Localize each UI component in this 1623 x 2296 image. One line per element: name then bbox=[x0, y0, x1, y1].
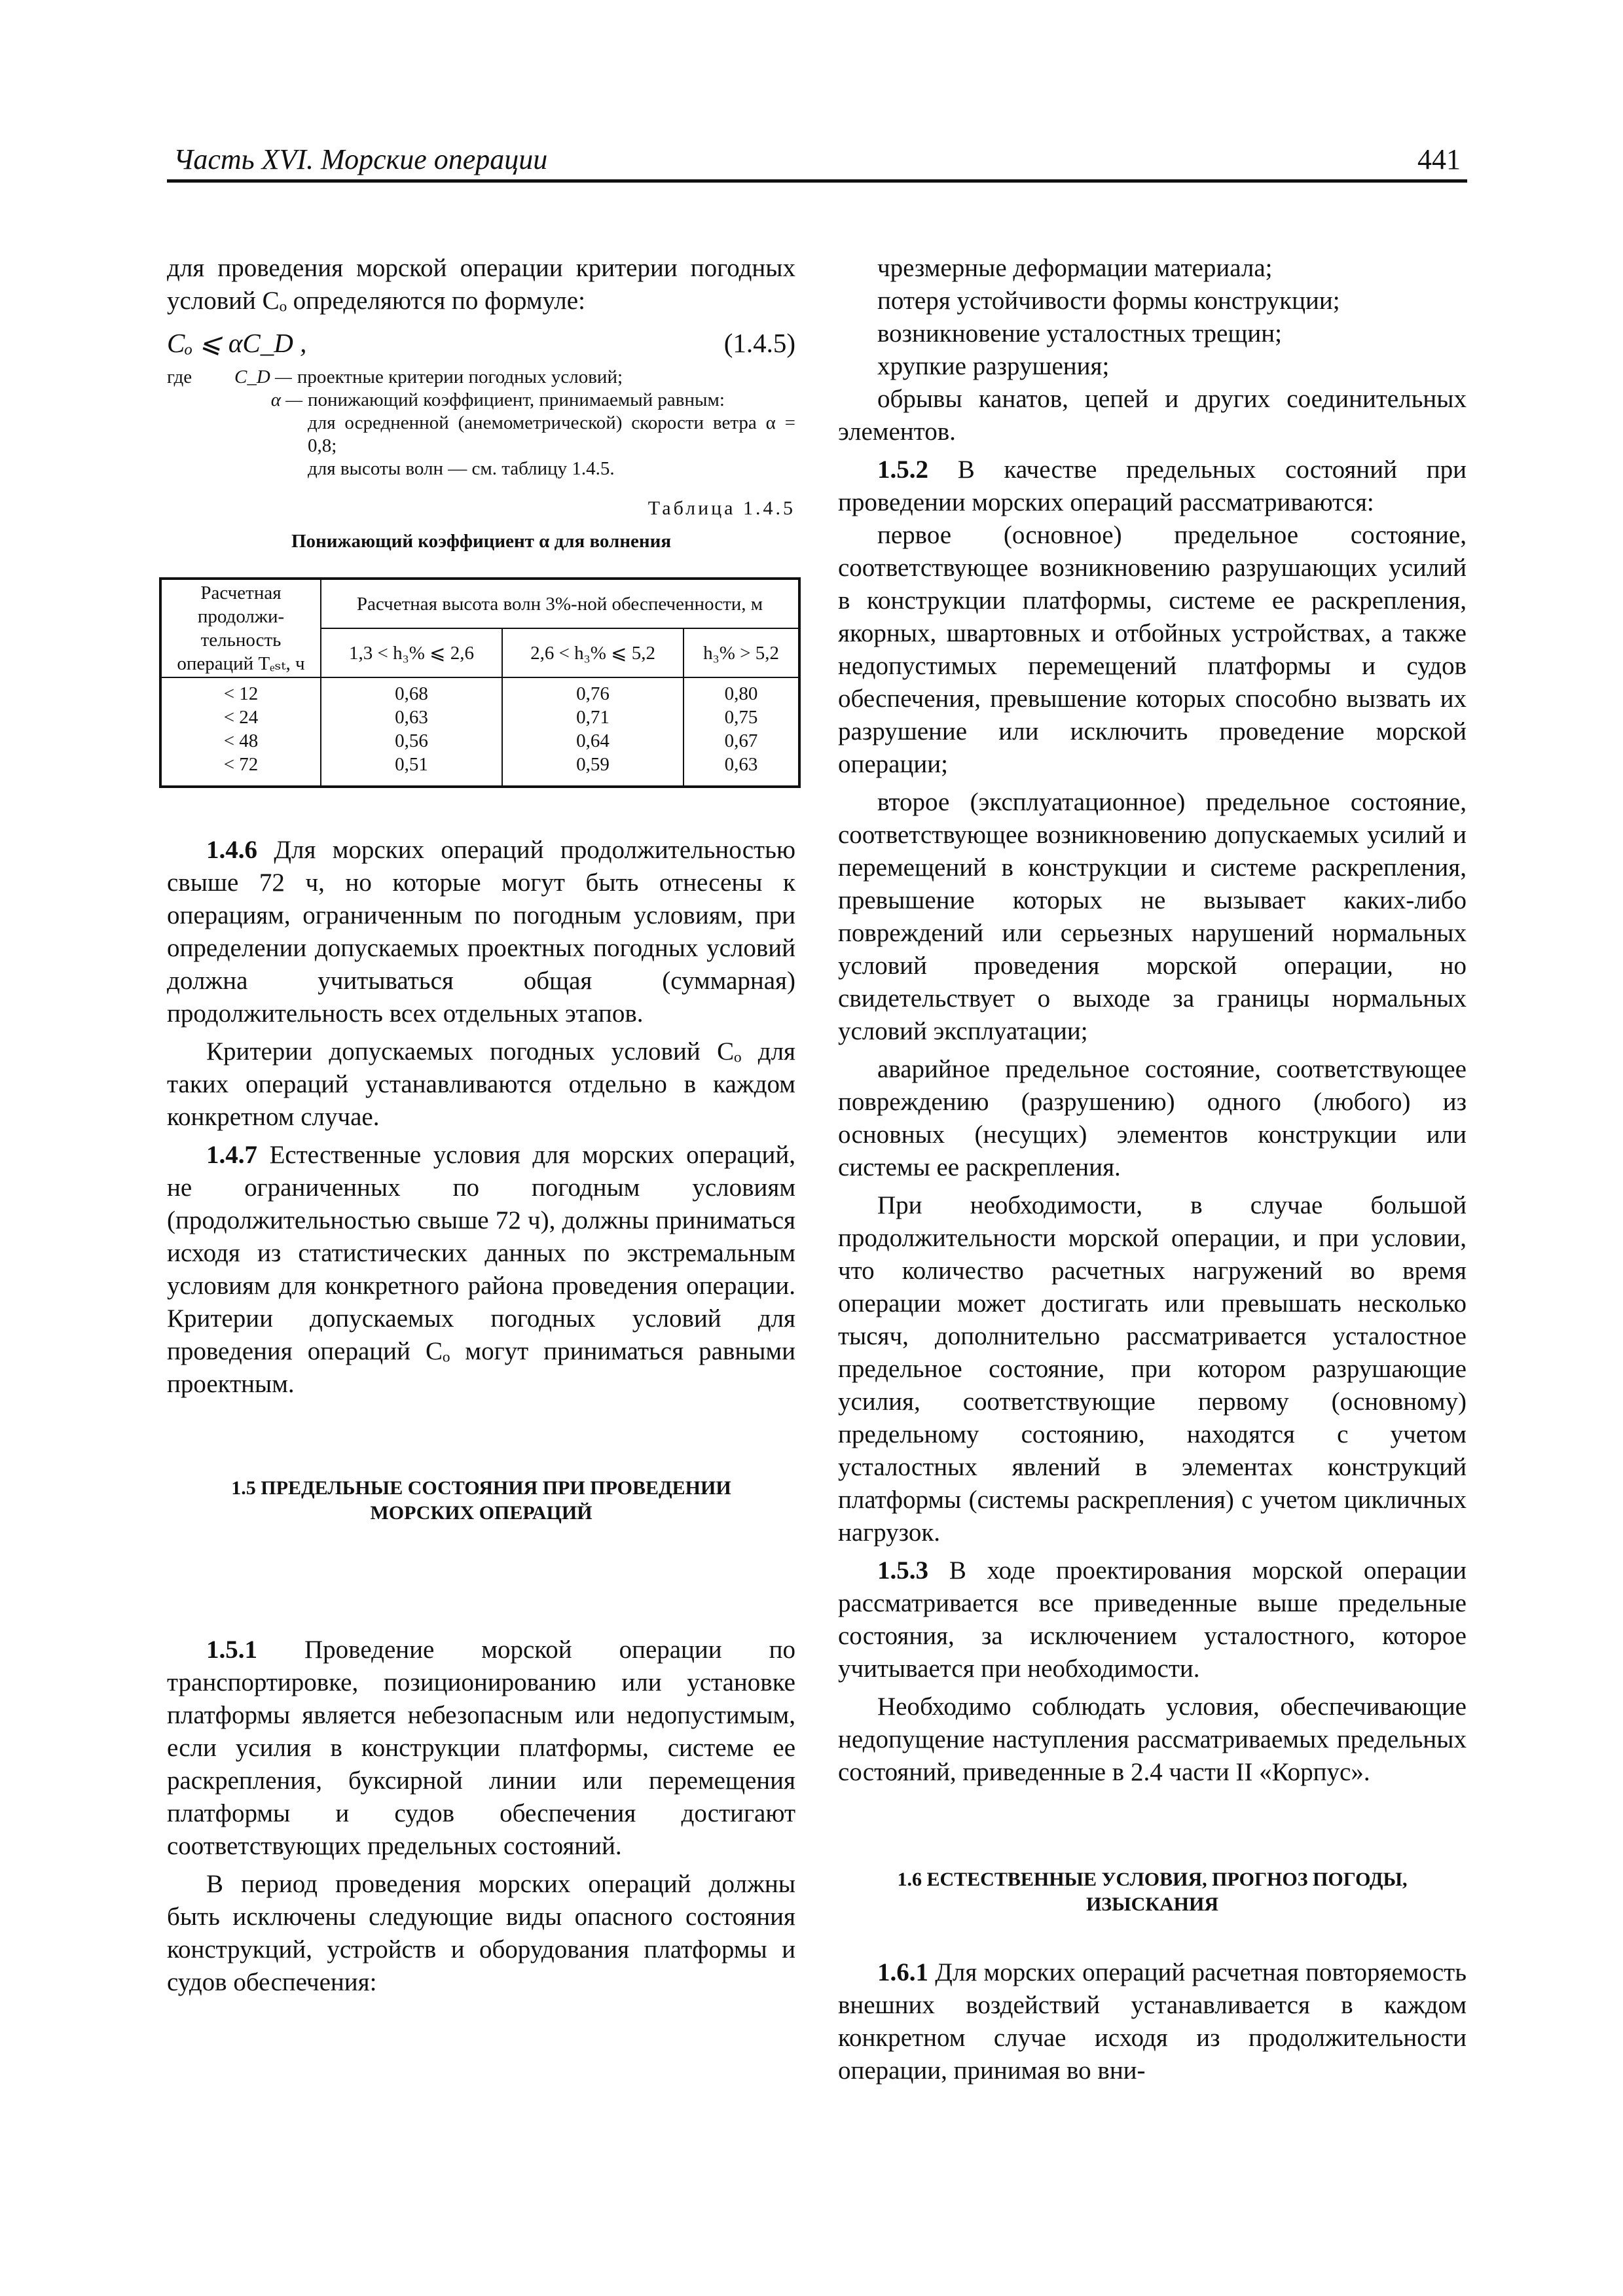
table-row bbox=[160, 677, 799, 787]
table-subheader: h₃% > 5,2 bbox=[684, 628, 799, 677]
section-heading-1-6 bbox=[838, 1867, 1467, 1917]
paragraph-1-5-3 bbox=[838, 1554, 1467, 1685]
legend-text-alpha: понижающий коэффициент, принимаемый равным: bbox=[308, 389, 725, 410]
legend-where-label: где bbox=[167, 367, 192, 387]
table-subheader: 1,3 < h₃% ⩽ 2,6 bbox=[321, 628, 502, 677]
running-title: Часть XVI. Морские операции bbox=[173, 143, 548, 175]
cell-value: 0,63 bbox=[724, 754, 758, 775]
table-cell bbox=[321, 677, 502, 787]
page-number: 441 bbox=[1417, 143, 1461, 175]
paragraph-text: В ходе проектирования морской операции рассматривается все приведенные выше предельные состояния, за исключением усталостного, которое учитывается при необходимости. bbox=[838, 1556, 1467, 1683]
clause-number: 1.4.7 bbox=[206, 1141, 257, 1169]
paragraph-1-4-6-b: Критерии допускаемых погодных условий Cₒ для таких операций устанавливаются отдельно в каждом конкретном случае. bbox=[167, 1037, 795, 1131]
clause-number: 1.4.6 bbox=[206, 836, 257, 864]
list-item: хрупкие разрушения; bbox=[877, 352, 1110, 380]
cell-duration: < 12 bbox=[223, 683, 259, 704]
list-item: потеря устойчивости формы конструкции; bbox=[877, 287, 1340, 315]
table-cell bbox=[502, 677, 684, 787]
cell-value: 0,56 bbox=[395, 730, 428, 751]
cell-value: 0,59 bbox=[576, 754, 610, 775]
page-header bbox=[167, 143, 1467, 183]
list-item: возникновение усталостных трещин; bbox=[877, 319, 1282, 348]
cell-duration: < 72 bbox=[223, 754, 259, 775]
paragraph-text: Для морских операций расчетная повторяемость внешних воздействий устанавливается в каждом конкретном случае исходя из продолжительности операции, принимая во вни- bbox=[838, 1958, 1467, 2085]
formula-legend bbox=[167, 366, 795, 480]
paragraph-1-5-2-c: аварийное предельное состояние, соответствующее повреждению (разрушению) одного (любого) из основных (несущих) элементов конструкции или системы ее раскрепления. bbox=[838, 1055, 1467, 1181]
legend-text-cd: проектные критерии погодных условий; bbox=[297, 367, 623, 387]
intro-paragraph: для проведения морской операции критерии погодных условий Cₒ определяются по формуле: bbox=[167, 254, 795, 315]
table-label: Таблица 1.4.5 bbox=[647, 497, 795, 519]
cell-duration: < 48 bbox=[223, 730, 259, 751]
cell-duration: < 24 bbox=[223, 707, 259, 728]
section-heading-1-5 bbox=[167, 1476, 795, 1526]
paragraph-1-5-1-b: В период проведения морских операций должны быть исключены следующие виды опасного состояния конструкций, устройств и оборудования платформы и судов обеспечения: bbox=[167, 1870, 795, 1996]
section-heading-line: 1.5 ПРЕДЕЛЬНЫЕ СОСТОЯНИЯ ПРИ ПРОВЕДЕНИИ bbox=[231, 1477, 731, 1499]
legend-text-alpha-wind: для осредненной (анемометрической) скорости ветра α = 0,8; bbox=[308, 412, 795, 456]
legend-symbol-alpha: α — bbox=[270, 389, 302, 410]
paragraph-text: Для морских операций продолжительностью свыше 72 ч, но которые могут быть отнесены к операциям, ограниченным по погодным условиям, при определении допускаемых проектных погодных условий должна учитываться общая (суммарная) продолжительность всех отдельных этапов. bbox=[167, 836, 795, 1028]
table-cell bbox=[160, 677, 321, 787]
cell-value: 0,63 bbox=[395, 707, 428, 728]
formula-expression: Cₒ ⩽ αC_D , bbox=[167, 328, 307, 358]
table-header-duration: Расчетная продолжи-тельность операций Tₑₛₜ, ч bbox=[160, 579, 321, 677]
list-item: обрывы канатов, цепей и других соединительных элементов. bbox=[838, 385, 1467, 446]
paragraph-1-4-6 bbox=[167, 834, 795, 1030]
left-column bbox=[167, 252, 795, 1999]
paragraph-1-5-1 bbox=[167, 1634, 795, 1863]
table-header-wave-height: Расчетная высота волн 3%-ной обеспеченности, м bbox=[321, 579, 799, 628]
paragraph-1-5-2-b: второе (эксплуатационное) предельное состояние, соответствующее возникновению допускаемых усилий и перемещений в конструкции и системе раскрепления, превышение которых не вызывает каких-либо повреждений или серьезных нарушений нормальных условий проведения морской операции, но свидетельствует о выходе за границы нормальных условий эксплуатации; bbox=[838, 788, 1467, 1045]
table-cell bbox=[684, 677, 799, 787]
cell-value: 0,64 bbox=[576, 730, 610, 751]
formula-1-4-5 bbox=[167, 327, 795, 359]
paragraph-1-5-2 bbox=[838, 454, 1467, 519]
list-item: чрезмерные деформации материала; bbox=[877, 254, 1273, 282]
section-heading-line: ИЗЫСКАНИЯ bbox=[1085, 1893, 1219, 1915]
formula-number: (1.4.5) bbox=[723, 328, 795, 358]
paragraph-1-6-1 bbox=[838, 1956, 1467, 2087]
cell-value: 0,75 bbox=[724, 707, 758, 728]
cell-value: 0,67 bbox=[724, 730, 758, 751]
paragraph-text: В качестве предельных состояний при проведении морских операций рассматриваются: bbox=[838, 456, 1467, 516]
paragraph-text: Проведение морской операции по транспортировке, позиционированию или установке платформы является небезопасным или недопустимым, если усилия в конструкции платформы, системе ее раскрепления, буксирной линии или перемещения платформы и судов обеспечения достигают соответствующих предельных состояний. bbox=[167, 1636, 796, 1860]
cell-value: 0,76 bbox=[576, 683, 610, 704]
paragraph-1-5-2-a: первое (основное) предельное состояние, соответствующее возникновению разрушающих усилий в конструкции платформы, системе ее раскрепления, якорных, швартовных и отбойных устройствах, а также недопустимых перемещений платформы и судов обеспечения, превышение которых способно вызвать их разрушение или исключить проведение морской операции; bbox=[838, 521, 1467, 778]
paragraph-text: Естественные условия для морских операций, не ограниченных по погодным условиям (продолжительностью свыше 72 ч), должны приниматься исходя из статистических данных по экстремальным условиям для конкретного района проведения операции. Критерии допускаемых погодных условий для проведения операций Cₒ могут приниматься равными проектным. bbox=[167, 1141, 795, 1398]
table-subheader: 2,6 < h₃% ⩽ 5,2 bbox=[502, 628, 684, 677]
cell-value: 0,68 bbox=[395, 683, 428, 704]
reduction-factor-table bbox=[159, 577, 801, 788]
section-heading-line: 1.6 ЕСТЕСТВЕННЫЕ УСЛОВИЯ, ПРОГНОЗ ПОГОДЫ, bbox=[897, 1869, 1408, 1890]
paragraph-1-4-7 bbox=[167, 1139, 795, 1401]
clause-number: 1.5.1 bbox=[206, 1636, 257, 1664]
right-column bbox=[838, 252, 1467, 2087]
legend-text-alpha-waves: для высоты волн — см. таблицу 1.4.5. bbox=[308, 458, 615, 479]
paragraph-1-5-2-d: При необходимости, в случае большой продолжительности морской операции, и при условии, что количество расчетных нагружений во время операции может достигать или превышать несколько тысяч, дополнительно рассматривается усталостное предельное состояние, при котором разрушающие усилия, соответствующие первому (основному) предельному состоянию, находятся с учетом усталостных явлений в элементах конструкций платформы (системы раскрепления) с учетом цикличных нагрузок. bbox=[838, 1191, 1467, 1547]
clause-number: 1.6.1 bbox=[877, 1958, 928, 1986]
clause-number: 1.5.3 bbox=[877, 1556, 928, 1585]
table-title: Понижающий коэффициент α для волнения bbox=[291, 531, 672, 552]
cell-value: 0,80 bbox=[724, 683, 758, 704]
cell-value: 0,71 bbox=[576, 707, 610, 728]
section-heading-line: МОРСКИХ ОПЕРАЦИЙ bbox=[370, 1502, 593, 1524]
paragraph-1-5-3-b: Необходимо соблюдать условия, обеспечивающие недопущение наступления рассматриваемых предельных состояний, приведенные в 2.4 части II «Корпус». bbox=[838, 1693, 1467, 1786]
clause-number: 1.5.2 bbox=[877, 456, 928, 484]
cell-value: 0,51 bbox=[395, 754, 428, 775]
legend-symbol-cd: C_D — bbox=[234, 367, 292, 387]
